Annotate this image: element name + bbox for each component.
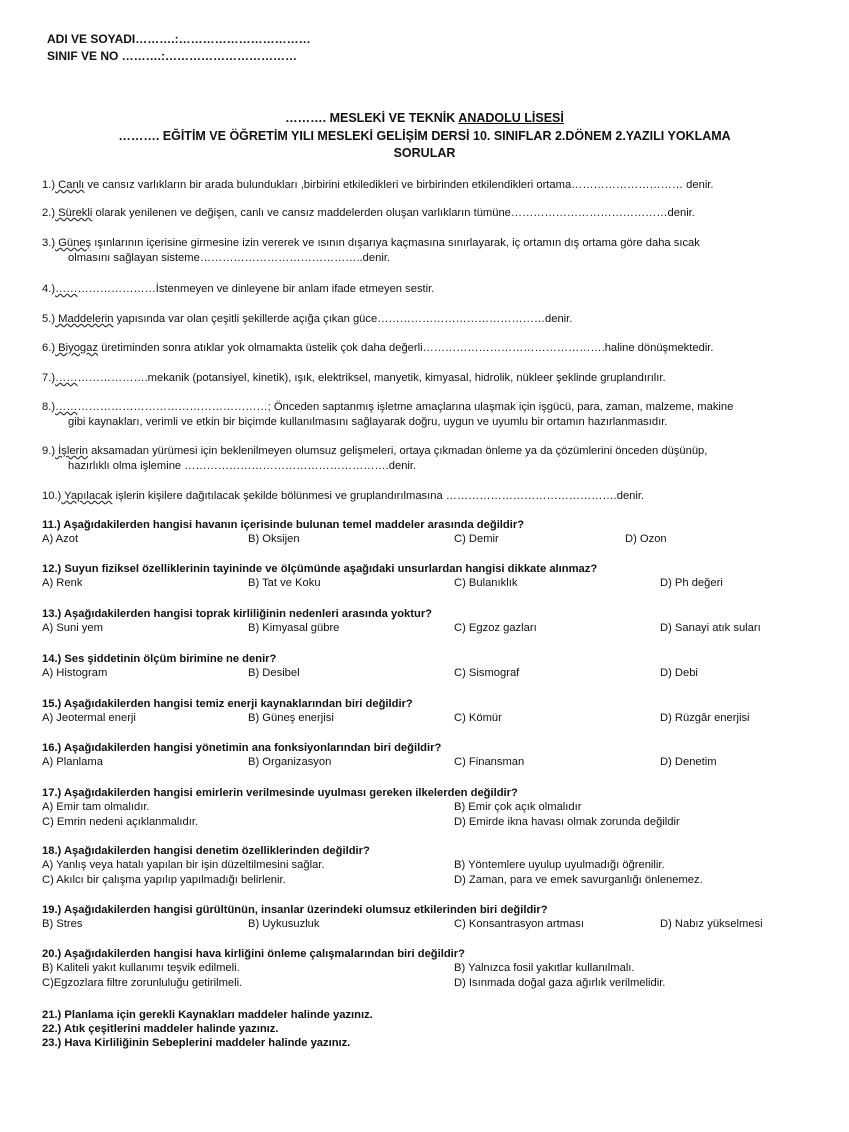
question-text: ……………………………………………; Önceden saptanmış işletme amaçlarına ulaşmak için işgücü, para, zaman, malzeme, makine xyxy=(77,401,734,413)
question-number: 10.) xyxy=(42,490,62,502)
question-text: ……………….mekanik (potansiyel, kinetik), ışık, elektriksel, manyetik, kimyasal, hidrolik, nükleer şeklinde gruplandırılır. xyxy=(77,372,666,384)
question-number: 18.) xyxy=(42,845,62,857)
question-keyword: İşlerin xyxy=(55,445,89,457)
question-text: Atık çeşitlerini maddeler halinde yazınız. xyxy=(61,1023,279,1035)
answer-option: B) Uykusuzluk xyxy=(248,918,320,930)
question-keyword: …… xyxy=(55,401,78,413)
answer-option: B) Stres xyxy=(42,918,83,930)
question-keyword: Yapılacak xyxy=(61,490,113,502)
answer-option: C) Kömür xyxy=(454,712,502,724)
answer-options xyxy=(42,816,832,831)
class-number-line: SINIF VE NO ……….:…………………………… xyxy=(47,49,298,63)
answer-option: B) Kaliteli yakıt kullanımı teşvik edilmeli. xyxy=(42,962,240,974)
answer-options xyxy=(42,801,832,816)
answer-options xyxy=(42,918,832,933)
answer-option: D) Emirde ikna havası olmak zorunda değildir xyxy=(454,816,680,828)
mc-question xyxy=(42,786,832,801)
answer-option: C) Demir xyxy=(454,533,499,545)
answer-options xyxy=(42,756,832,771)
answer-option: D) Rüzgâr enerjisi xyxy=(660,712,750,724)
question-text: Aşağıdakilerden hangisi emirlerin verilmesinde uyulması gereken ilkelerden değildir? xyxy=(61,787,518,799)
mc-question xyxy=(42,947,832,962)
mc-question xyxy=(42,844,832,859)
question-number: 19.) xyxy=(42,904,62,916)
answer-option: D) Isınmada doğal gaza ağırlık verilmelidir. xyxy=(454,977,666,989)
question-number: 1.) xyxy=(42,179,56,191)
question-keyword: Sürekli xyxy=(55,207,93,219)
answer-option: D) Debi xyxy=(660,667,698,679)
answer-option: C) Akılcı bir çalışma yapılıp yapılmadığı belirlenir. xyxy=(42,874,286,886)
question-number: 6.) xyxy=(42,342,56,354)
fill-in-question xyxy=(42,444,832,474)
question-text: ve cansız varlıkların bir arada bulundukları ,birbirini etkiledikleri ve birbirinden etkilendikleri ortama………………………… denir. xyxy=(84,179,714,191)
answer-option: B) Desibel xyxy=(248,667,300,679)
written-question xyxy=(42,1008,832,1023)
question-keyword: …… xyxy=(55,372,78,384)
written-question xyxy=(42,1022,832,1037)
question-number: 8.) xyxy=(42,401,56,413)
question-text: Aşağıdakilerden hangisi gürültünün, insanlar üzerindeki olumsuz etkilerinden biri değildir? xyxy=(61,904,548,916)
answer-option: B) Güneş enerjisi xyxy=(248,712,334,724)
question-text: …………………İstenmeyen ve dinleyene bir anlam ifade etmeyen sestir. xyxy=(77,283,435,295)
question-number: 2.) xyxy=(42,207,56,219)
answer-option: B) Organizasyon xyxy=(248,756,332,768)
question-number: 21.) xyxy=(42,1009,62,1021)
answer-options xyxy=(42,977,832,992)
question-keyword: Maddelerin xyxy=(55,313,114,325)
mc-question xyxy=(42,697,832,712)
answer-option: B) Emir çok açık olmalıdır xyxy=(454,801,582,813)
answer-option: A) Azot xyxy=(42,533,79,545)
mc-question xyxy=(42,652,832,667)
title-prefix: ………. MESLEKİ VE TEKNİK xyxy=(285,111,459,125)
question-text: yapısında var olan çeşitli şekillerde açığa çıkan güce………………………………………denir. xyxy=(113,313,573,325)
question-text: aksamadan yürümesi için beklenilmeyen olumsuz gelişmeleri, ortaya çıkmadan önleme ya da çözümlerini önceden düşünüp, xyxy=(88,445,708,457)
answer-option: B) Tat ve Koku xyxy=(248,577,321,589)
answer-options xyxy=(42,533,832,548)
answer-options xyxy=(42,859,832,874)
answer-option: D) Nabız yükselmesi xyxy=(660,918,763,930)
answer-option: D) Denetim xyxy=(660,756,717,768)
answer-option: A) Yanlış veya hatalı yapılan bir işin düzeltilmesini sağlar. xyxy=(42,859,325,871)
exam-title-line3: SORULAR xyxy=(393,146,456,160)
answer-option: C) Emrin nedeni açıklanmalıdır. xyxy=(42,816,199,828)
question-number: 17.) xyxy=(42,787,62,799)
question-number: 23.) xyxy=(42,1037,62,1049)
answer-option: D) Zaman, para ve emek savurganlığı önlenemez. xyxy=(454,874,703,886)
answer-options xyxy=(42,962,832,977)
answer-option: A) Jeotermal enerji xyxy=(42,712,136,724)
fill-in-question xyxy=(42,371,832,386)
question-text-continued: hazırlıklı olma işlemine ……………………………………………….denir. xyxy=(68,460,417,472)
question-keyword: Güneş xyxy=(55,237,92,249)
question-number: 3.) xyxy=(42,237,56,249)
answer-option: A) Suni yem xyxy=(42,622,103,634)
mc-question xyxy=(42,562,832,577)
answer-option: A) Histogram xyxy=(42,667,108,679)
school-name: ANADOLU LİSESİ xyxy=(458,111,564,125)
fill-in-question xyxy=(42,341,832,356)
question-text: Aşağıdakilerden hangisi toprak kirliliğinin nedenleri arasında yoktur? xyxy=(61,608,433,620)
question-number: 5.) xyxy=(42,313,56,325)
mc-question xyxy=(42,741,832,756)
question-text-continued: gibi kaynakları, verimli ve etkin bir biçimde kullanılmasını sağlayarak doğru, uygun ve uyumlu bir ortamın hazırlanmasıdır. xyxy=(68,416,668,428)
mc-question xyxy=(42,903,832,918)
answer-option: C) Egzoz gazları xyxy=(454,622,537,634)
answer-option: C)Egzozlara filtre zorunluluğu getirilmeli. xyxy=(42,977,243,989)
exam-title-line2: ………. EĞİTİM VE ÖĞRETİM YILI MESLEKİ GELİŞİM DERSİ 10. SINIFLAR 2.DÖNEM 2.YAZILI YOKLAMA xyxy=(118,129,731,143)
question-number: 20.) xyxy=(42,948,62,960)
fill-in-question xyxy=(42,489,832,504)
answer-option: D) Ozon xyxy=(625,533,667,545)
answer-options xyxy=(42,667,832,682)
question-text: Suyun fiziksel özelliklerinin tayininde ve ölçümünde aşağıdaki unsurlardan hangisi dikkate alınmaz? xyxy=(61,563,598,575)
fill-in-question xyxy=(42,312,832,327)
fill-in-question xyxy=(42,282,832,297)
question-text: ışınlarının içerisine girmesine izin vererek ve ısının dışarıya kaçmasına sınırlayarak, iç ortamın dış ortama göre daha sıcak xyxy=(91,237,700,249)
answer-options xyxy=(42,712,832,727)
question-text: Aşağıdakilerden hangisi hava kirliğini önleme çalışmalarından biri değildir? xyxy=(61,948,465,960)
answer-option: A) Planlama xyxy=(42,756,103,768)
exam-title-line1 xyxy=(0,111,849,125)
answer-option: D) Ph değeri xyxy=(660,577,723,589)
question-text: Aşağıdakilerden hangisi havanın içerisinde bulunan temel maddeler arasında değildir? xyxy=(60,519,525,531)
question-text: olarak yenilenen ve değişen, canlı ve cansız maddelerden oluşan varlıkların tümüne……………………………………denir. xyxy=(92,207,695,219)
answer-option: C) Konsantrasyon artması xyxy=(454,918,584,930)
question-keyword: …… xyxy=(55,283,78,295)
answer-option: B) Yöntemlere uyulup uyulmadığı öğrenilir. xyxy=(454,859,665,871)
question-number: 11.) xyxy=(42,519,61,531)
mc-question xyxy=(42,518,832,533)
question-number: 15.) xyxy=(42,698,62,710)
answer-option: A) Emir tam olmalıdır. xyxy=(42,801,150,813)
question-text: işlerin kişilere dağıtılacak şekilde bölünmesi ve gruplandırılmasına ……………………………………….denir. xyxy=(112,490,645,502)
question-text-continued: olmasını sağlayan sisteme……………………………………..denir. xyxy=(68,252,391,264)
answer-option: D) Sanayi atık suları xyxy=(660,622,761,634)
question-keyword: Biyogaz xyxy=(55,342,98,354)
question-text: üretiminden sonra atıklar yok olmamakta üstelik çok daha değerli………………………………………….haline dönüşmektedir. xyxy=(97,342,714,354)
question-text: Planlama için gerekli Kaynakları maddeler halinde yazınız. xyxy=(61,1009,373,1021)
answer-option: A) Renk xyxy=(42,577,83,589)
answer-options xyxy=(42,622,832,637)
fill-in-question xyxy=(42,206,832,221)
answer-option: B) Oksijen xyxy=(248,533,300,545)
question-number: 22.) xyxy=(42,1023,62,1035)
question-text: Aşağıdakilerden hangisi yönetimin ana fonksiyonlarından biri değildir? xyxy=(61,742,442,754)
question-keyword: Canlı xyxy=(55,179,85,191)
mc-question xyxy=(42,607,832,622)
written-question xyxy=(42,1036,832,1051)
fill-in-question xyxy=(42,400,832,430)
question-number: 14.) xyxy=(42,653,62,665)
answer-option: C) Sismograf xyxy=(454,667,520,679)
question-text: Hava Kirliliğinin Sebeplerini maddeler halinde yazınız. xyxy=(61,1037,351,1049)
question-number: 13.) xyxy=(42,608,62,620)
question-number: 9.) xyxy=(42,445,56,457)
fill-in-question xyxy=(42,178,832,193)
question-text: Aşağıdakilerden hangisi temiz enerji kaynaklarından biri değildir? xyxy=(61,698,413,710)
answer-option: B) Yalnızca fosil yakıtlar kullanılmalı. xyxy=(454,962,635,974)
question-number: 16.) xyxy=(42,742,62,754)
student-name-line: ADI VE SOYADI……….:…………………………… xyxy=(47,32,311,46)
answer-option: C) Bulanıklık xyxy=(454,577,518,589)
answer-options xyxy=(42,874,832,889)
question-number: 12.) xyxy=(42,563,62,575)
question-text: Ses şiddetinin ölçüm birimine ne denir? xyxy=(61,653,277,665)
question-number: 7.) xyxy=(42,372,56,384)
question-number: 4.) xyxy=(42,283,56,295)
answer-option: B) Kimyasal gübre xyxy=(248,622,340,634)
answer-option: C) Finansman xyxy=(454,756,525,768)
fill-in-question xyxy=(42,236,832,266)
question-text: Aşağıdakilerden hangisi denetim özelliklerinden değildir? xyxy=(61,845,370,857)
answer-options xyxy=(42,577,832,592)
